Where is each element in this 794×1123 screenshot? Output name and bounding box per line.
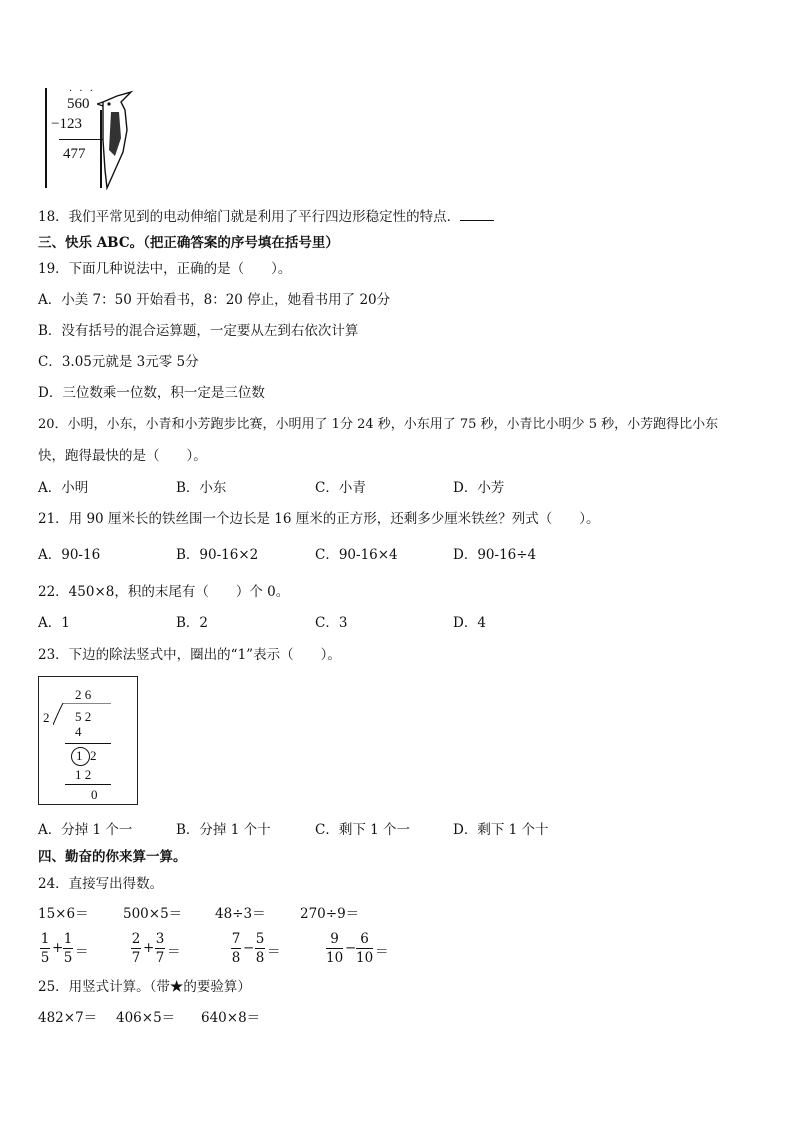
question-18-text: 18．我们平常见到的电动伸缩门就是利用了平行四边形稳定性的特点． [38, 209, 461, 225]
question-24-stem: 24．直接写出得数。 [38, 876, 164, 892]
question-19-option-b: B．没有括号的混合运算题，一定要从左到右依次计算 [38, 323, 359, 339]
question-22-stem: 22．450×8，积的末尾有（ ）个 0。 [38, 584, 290, 600]
question-22-option-d: D．4 [453, 615, 486, 631]
fraction-4-equals: ＝ [375, 944, 389, 960]
question-19-option-a: A．小美 7：50 开始看书，8：20 停止，她看书用了 20分 [38, 292, 391, 308]
division-divisor: 2 [43, 710, 50, 725]
answer-blank[interactable] [460, 208, 494, 221]
circled-digit: 1 [76, 748, 83, 763]
fraction-2b: 3 7 [155, 931, 165, 966]
question-20-stem-1: 20．小明，小东，小青和小芳跑步比赛，小明用了 1分 24 秒，小东用了 75 秒，小青比小明少 5 秒，小芳跑得比小东 [38, 417, 719, 432]
question-22-option-c: C．3 [315, 615, 348, 631]
division-remainder: 0 [91, 787, 98, 802]
vertical-calc-item-2: 406×5＝ [116, 1010, 176, 1026]
fraction-4b: 6 10 [356, 931, 374, 966]
section-4-title: 四、勤奋的你来算一算。 [38, 849, 187, 865]
question-19-option-d: D．三位数乘一位数，积一定是三位数 [38, 385, 265, 401]
question-22-option-a: A．1 [38, 615, 70, 631]
subtrahend: −123 [51, 116, 82, 132]
fraction-1-equals: ＝ [75, 944, 89, 960]
vertical-calc-item-1: 482×7＝ [38, 1010, 98, 1026]
division-step-2-rest: 2 [90, 748, 97, 763]
division-line-2 [65, 784, 111, 785]
fraction-3-equals: ＝ [267, 944, 281, 960]
calc-item-4: 270÷9＝ [300, 906, 360, 922]
fraction-2a: 2 7 [131, 931, 141, 966]
question-20-option-b: B．小东 [176, 480, 227, 496]
question-20-option-c: C．小青 [315, 480, 366, 496]
question-23-option-c: C．剩下 1 个一 [315, 822, 411, 838]
difference: 477 [63, 146, 86, 162]
question-23-option-b: B．分掉 1 个十 [176, 822, 271, 838]
question-21-option-b: B．90-16×2 [176, 547, 259, 563]
question-20-option-a: A．小明 [38, 480, 89, 496]
calc-item-3: 48÷3＝ [215, 906, 266, 922]
question-18 [38, 208, 494, 226]
question-21-stem: 21．用 90 厘米长的铁丝围一个边长是 16 厘米的正方形，还剩多少厘米铁丝？列式（ ）。 [38, 511, 600, 527]
question-23-stem: 23．下边的除法竖式中，圈出的“1”表示（ ）。 [38, 647, 341, 663]
fraction-3-operator: − [243, 940, 255, 956]
fraction-2-operator: + [143, 940, 155, 956]
question-21-option-a: A．90-16 [38, 547, 101, 563]
question-21-option-c: C．90-16×4 [315, 547, 398, 563]
question-23-option-a: A．分掉 1 个一 [38, 822, 133, 838]
division-quotient: 2 6 [75, 687, 92, 702]
calc-item-1: 15×6＝ [38, 906, 89, 922]
question-20-option-d: D．小芳 [453, 480, 505, 496]
fraction-1b: 1 5 [63, 931, 73, 966]
question-23-option-d: D．剩下 1 个十 [453, 822, 549, 838]
minuend: 560 [67, 96, 90, 112]
fraction-2-equals: ＝ [167, 944, 181, 960]
woodpecker-icon [97, 90, 137, 190]
division-step-1: 4 [75, 724, 82, 739]
fraction-1-operator: + [52, 940, 64, 956]
question-21-option-d: D．90-16÷4 [453, 547, 537, 563]
fraction-4a: 9 10 [326, 931, 344, 966]
fraction-3b: 5 8 [255, 931, 265, 966]
division-line-1 [65, 743, 111, 744]
question-20-stem-2: 快，跑得最快的是（ ）。 [38, 448, 207, 464]
question-19-stem: 19．下面几种说法中，正确的是（ ）。 [38, 261, 292, 277]
fraction-3a: 7 8 [231, 931, 241, 966]
calc-item-2: 500×5＝ [123, 906, 183, 922]
division-dividend: 5 2 [75, 709, 92, 724]
question-19-option-c: C．3.05元就是 3元零 5分 [38, 354, 199, 370]
fraction-1a: 1 5 [40, 931, 50, 966]
fraction-4-operator: − [345, 940, 357, 956]
division-step-3: 1 2 [75, 767, 92, 782]
question-22-option-b: B．2 [176, 615, 209, 631]
long-division-figure [38, 676, 138, 805]
figure-left-line [45, 88, 47, 188]
section-3-title: 三、快乐 ABC。（把正确答案的序号填在括号里） [38, 235, 339, 251]
question-25-stem: 25．用竖式计算。（带★的要验算） [38, 979, 251, 995]
woodpecker-figure [45, 88, 105, 188]
carry-dots: · · · [69, 86, 95, 97]
vertical-calc-item-3: 640×8＝ [201, 1010, 261, 1026]
